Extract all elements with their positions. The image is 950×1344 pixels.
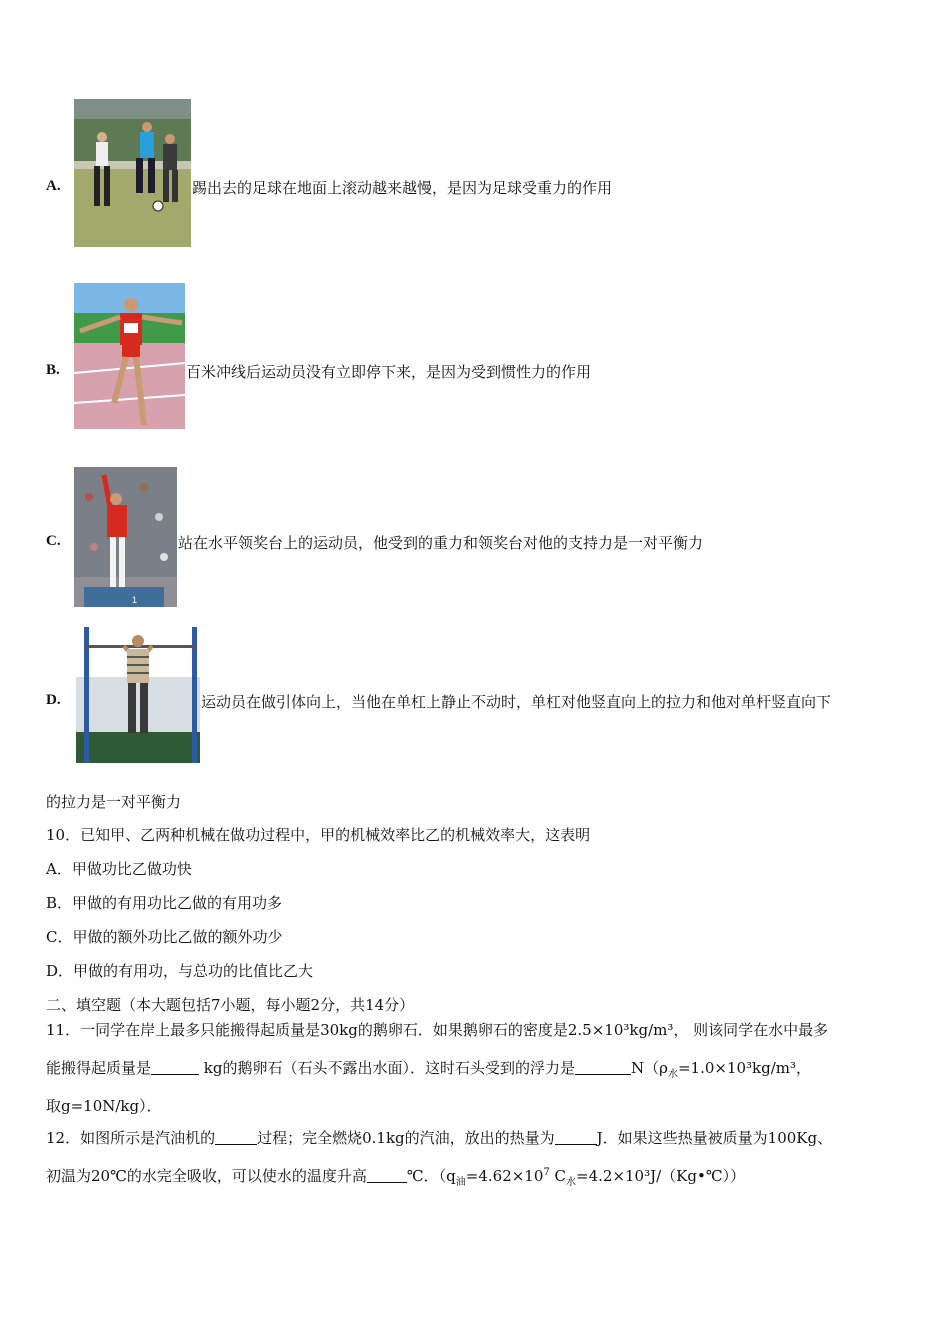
option-b-letter: B. — [46, 362, 60, 378]
option-d-continuation: 的拉力是一对平衡力 — [46, 793, 182, 811]
option-c-letter: C. — [46, 533, 61, 549]
q10-option-b: B．甲做的有用功比乙做的有用功多 — [46, 894, 283, 912]
q11-line3: 取g=10N/kg）． — [46, 1097, 162, 1115]
q12-line1: 12．如图所示是汽油机的 过程；完全燃烧0.1kg的汽油，放出的热量为 J．如果这些热量被质量为100Kg、 — [46, 1129, 833, 1147]
q10-option-c: C．甲做的额外功比乙做的额外功少 — [46, 928, 283, 946]
q11-blank-buoyancy[interactable] — [575, 1060, 631, 1075]
q12-line2: 初温为20℃的水完全吸收，可以使水的温度升高 ℃．（$q_油=4.62\times 10^7$ $C_水=4.2\times 10^3J/(Kg•℃)$） — [46, 1167, 746, 1188]
section-heading: 二、填空题（本大题包括7小题，每小题2分，共14分） — [46, 996, 415, 1014]
q11-line1: 11．一同学在岸上最多只能搬得起质量是30kg的鹅卵石．如果鹅卵石的密度是2.5×10³kg/m³， 则该同学在水中最多 — [46, 1021, 829, 1039]
option-d-text: 运动员在做引体向上，当他在单杠上静止不动时，单杠对他竖直向上的拉力和他对单杆竖直向下 — [201, 693, 832, 711]
option-a-text: 踢出去的足球在地面上滚动越来越慢，是因为足球受重力的作用 — [192, 179, 613, 197]
option-d-letter: D. — [46, 692, 61, 708]
q11-blank-mass[interactable] — [151, 1060, 199, 1075]
q10-option-a: A．甲做功比乙做功快 — [46, 860, 192, 878]
q10-option-d: D．甲做的有用功，与总功的比值比乙大 — [46, 962, 314, 980]
pull-up-photo — [76, 627, 200, 763]
q12-blank-temp[interactable] — [367, 1168, 407, 1183]
svg-text:1: 1 — [132, 595, 138, 605]
option-c-text: 站在水平领奖台上的运动员，他受到的重力和领奖台对他的支持力是一对平衡力 — [178, 534, 704, 552]
option-a-letter: A. — [46, 178, 61, 194]
q10-stem: 10．已知甲、乙两种机械在做功过程中，甲的机械效率比乙的机械效率大，这表明 — [46, 826, 591, 844]
podium-athlete-photo — [74, 467, 177, 607]
q12-blank-stroke[interactable] — [215, 1130, 257, 1145]
q11-line2: 能搬得起质量是 kg的鹅卵石（石头不露出水面）．这时石头受到的浮力是 $N(\rho_水=1.0\times 10^3kg/m^3$， — [46, 1059, 812, 1080]
sprinter-photo — [74, 283, 185, 429]
q12-blank-heat[interactable] — [555, 1130, 597, 1145]
soccer-players-photo — [74, 99, 191, 247]
option-b-text: 百米冲线后运动员没有立即停下来，是因为受到惯性力的作用 — [186, 363, 592, 381]
